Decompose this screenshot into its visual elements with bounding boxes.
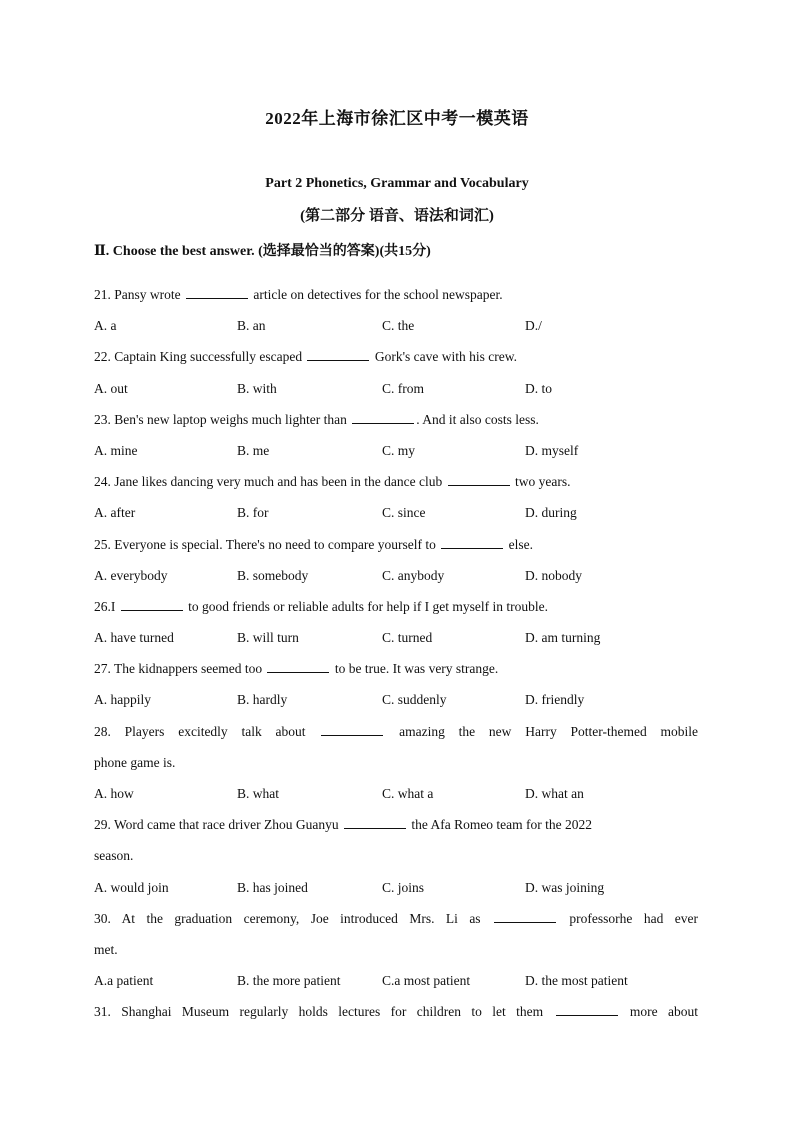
question-text-line [94,341,698,372]
question-text-line [94,404,698,435]
question-text-before-blank: 30. At the graduation ceremony, Joe introduced Mrs. Li as [94,910,492,926]
part-subtitle: (第二部分 语音、语法和词汇) [300,208,494,224]
answer-blank [441,536,503,549]
question-text-before-blank: 27. The kidnappers seemed too [94,661,266,677]
answer-option-d: D. friendly [525,692,585,708]
answer-option-d: D. what an [525,786,584,801]
question-text-line [94,840,698,871]
question-text-after-blank: article on detectives for the school newspaper. [250,287,503,302]
answer-option-b: B. somebody [237,567,309,583]
answer-option-a: A. everybody [94,567,168,583]
question-text-line [94,996,698,1027]
question-text-after-blank: . And it also costs less. [416,411,539,427]
question-text-line [94,716,698,747]
answer-options [94,310,698,341]
question-item [94,466,698,528]
answer-option-b: B. will turn [237,630,299,646]
answer-option-c: C. from [382,380,424,396]
answer-option-c: C.a most patient [382,973,471,989]
answer-blank [494,910,556,923]
question-text-before-blank: 26.I [94,598,119,614]
question-text-after-blank: else. [505,536,533,552]
part-title: Part 2 Phonetics, Grammar and Vocabulary [265,176,529,191]
question-text-after-blank: Gork's cave with his crew. [371,349,517,365]
answer-option-a: A. out [94,380,128,396]
question-item [94,653,698,715]
question-item [94,404,698,466]
answer-option-d: D./ [525,318,542,334]
question-text-line [94,934,698,965]
question-text-after-blank: amazing the new Harry Potter-themed mobile [385,723,698,739]
answer-blank [321,723,383,736]
question-item [94,591,698,653]
document-title: 2022年上海市徐汇区中考一模英语 [265,109,529,128]
question-item [94,279,698,341]
answer-option-c: C. turned [382,630,433,646]
answer-option-c: C. my [382,442,416,458]
answer-blank [448,473,510,486]
question-text-after-blank: two years. [511,474,571,490]
answer-option-b: B. with [237,380,277,396]
answer-option-c: C. the [382,318,415,334]
answer-option-a: A. a [94,318,117,334]
answer-option-b: B. an [237,318,266,334]
section-heading: Ⅱ. Choose the best answer. (选择最恰当的答案)(共15分) [94,244,431,259]
answer-option-a: A. mine [94,442,138,458]
answer-blank [556,1003,618,1016]
answer-option-b: B. has joined [237,879,308,895]
answer-option-d: D. nobody [525,567,582,583]
answer-blank [121,598,183,611]
question-text: phone game is. [94,754,176,770]
answer-options [94,497,698,528]
answer-option-c: C. since [382,505,426,521]
question-text-before-blank: 22. Captain King successfully escaped [94,349,306,365]
answer-option-c: C. joins [382,879,425,895]
answer-option-a: A.a patient [94,973,154,989]
answer-option-d: D. to [525,380,552,396]
question-text-line [94,653,698,684]
question-item [94,529,698,591]
question-item [94,903,698,997]
question-list [94,279,698,1028]
answer-option-a: A. would join [94,879,169,895]
answer-blank [344,816,406,829]
answer-options [94,872,698,903]
question-text-line [94,903,698,934]
answer-options [94,435,698,466]
question-text: met. [94,941,118,957]
question-text-before-blank: 31. Shanghai Museum regularly holds lectures for children to let them [94,1004,554,1020]
question-item [94,716,698,810]
answer-option-a: A. have turned [94,630,174,646]
answer-options [94,778,698,809]
answer-option-a: A. happily [94,692,151,708]
answer-blank [186,286,248,299]
question-text: season. [94,848,134,864]
question-item [94,996,698,1027]
answer-option-b: B. hardly [237,692,288,708]
question-text-line [94,591,698,622]
answer-option-b: B. what [237,786,279,801]
question-text-line [94,279,698,310]
question-text-after-blank: more about [619,1004,698,1020]
question-item [94,809,698,903]
answer-option-b: B. for [237,505,269,521]
answer-options [94,560,698,591]
answer-option-d: D. during [525,505,577,521]
answer-option-b: B. the more patient [237,973,341,989]
answer-options [94,965,698,996]
question-text-line [94,747,698,778]
answer-option-d: D. the most patient [525,973,628,989]
question-text-after-blank: to good friends or reliable adults for help if I get myself in trouble. [184,598,549,614]
answer-option-d: D. am turning [525,630,601,646]
question-text-line [94,466,698,497]
question-text-line [94,809,698,840]
answer-blank [307,348,369,361]
answer-option-d: D. myself [525,442,579,458]
answer-blank [267,660,329,673]
answer-option-c: C. what a [382,786,434,801]
answer-option-c: C. suddenly [382,692,447,708]
answer-option-c: C. anybody [382,567,445,583]
question-text-after-blank: to be true. It was very strange. [331,661,499,677]
answer-options [94,373,698,404]
question-text-before-blank: 28. Players excitedly talk about [94,723,320,739]
question-text-before-blank: 25. Everyone is special. There's no need to compare yourself to [94,536,440,552]
answer-option-d: D. was joining [525,879,605,895]
question-item [94,341,698,403]
answer-options [94,684,698,715]
question-text-after-blank: professorhe had ever [558,910,698,926]
question-text-before-blank: 21. Pansy wrote [94,287,184,302]
answer-blank [352,411,414,424]
answer-option-a: A. after [94,505,136,521]
question-text-before-blank: 23. Ben's new laptop weighs much lighter than [94,411,351,427]
answer-option-b: B. me [237,442,270,458]
question-text-line [94,529,698,560]
question-text-before-blank: 29. Word came that race driver Zhou Guanyu [94,817,342,833]
answer-options [94,622,698,653]
question-text-before-blank: 24. Jane likes dancing very much and has been in the dance club [94,474,446,490]
question-text-after-blank: the Afa Romeo team for the 2022 [407,817,593,833]
answer-option-a: A. how [94,786,134,801]
